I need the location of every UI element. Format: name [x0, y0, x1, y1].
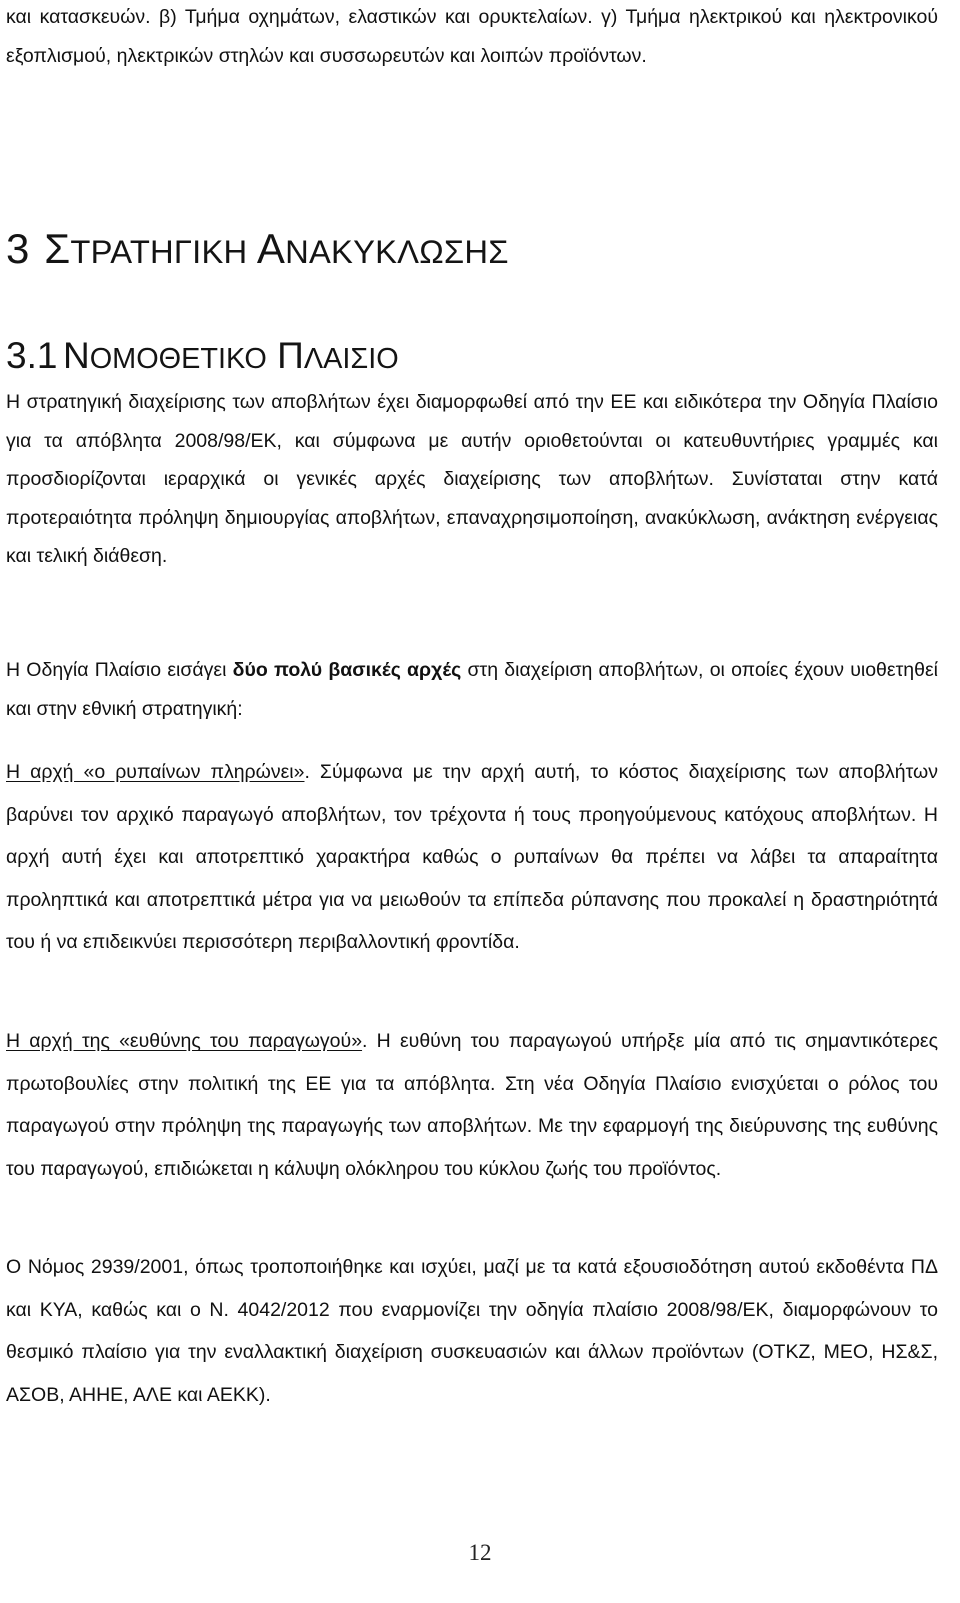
section-number: 3 — [6, 225, 30, 272]
subsection-heading: 3.1 ΝΟΜΟΘΕΤΙΚΟ ΠΛΑΙΣΙΟ — [6, 335, 399, 376]
paragraph-producer-responsibility: Η αρχή της «ευθύνης του παραγωγού». Η ευθύνη του παραγωγού υπήρξε μία από τις σημαντικότερες πρωτοβουλίες στην πολιτική της ΕΕ για τα απόβλητα. Στη νέα Οδηγία Πλαίσιο ενισχύεται ο ρόλος του παραγωγού στην πρόληψη της παραγωγής των αποβλήτων. Με την εφαρμογή της διεύρυνσης της ευθύνης του παραγωγού, επιδιώκεται η κάλυψη ολόκληρου του κύκλου ζωής του προϊόντος. — [6, 1030, 938, 1180]
paragraph-directive-principles: Η Οδηγία Πλαίσιο εισάγει δύο πολύ βασικές αρχές στη διαχείριση αποβλήτων, οι οποίες έχουν υιοθετηθεί και στην εθνική στρατηγική: — [6, 659, 938, 720]
paragraph-law-2939: Ο Νόμος 2939/2001, όπως τροποποιήθηκε και ισχύει, μαζί με τα κατά εξουσιοδότηση αυτού εκδοθέντα ΠΔ και ΚΥΑ, καθώς και ο Ν. 4042/2012 που εναρμονίζει την οδηγία πλαίσιο 2008/98/ΕΚ, διαμορφώνουν το θεσμικό πλαίσιο για την εναλλακτική διαχείριση συσκευασιών και άλλων προϊόντων (ΟΤΚΖ, ΜΕΟ, ΗΣ&Σ, ΑΣΟΒ, ΑΗΗΕ, ΑΛΕ και ΑΕΚΚ). — [6, 1256, 938, 1406]
paragraph-waste-strategy: Η στρατηγική διαχείρισης των αποβλήτων έχει διαμορφωθεί από την ΕΕ και ειδικότερα την Οδηγία Πλαίσιο για τα απόβλητα 2008/98/ΕΚ, και σύμφωνα με αυτήν οριοθετούνται οι κατευθυντήριες γραμμές και προσδιορίζονται ιεραρχικά οι γενικές αρχές διαχείρισης των αποβλήτων. Συνίσταται στην κατά προτεραιότητα πρόληψη δημιουργίας αποβλήτων, επαναχρησιμοποίηση, ανακύκλωση, ανάκτηση ενέργειας και τελική διάθεση. — [6, 391, 938, 567]
document-page — [6, 0, 938, 1603]
intro-paragraph: και κατασκευών. β) Τμήμα οχημάτων, ελαστικών και ορυκτελαίων. γ) Τμήμα ηλεκτρικού και ηλεκτρονικού εξοπλισμού, ηλεκτρικών στηλών και συσσωρευτών και λοιπών προϊόντων. — [6, 6, 938, 67]
paragraph-polluter-pays: Η αρχή «ο ρυπαίνων πληρώνει». Σύμφωνα με την αρχή αυτή, το κόστος διαχείρισης των αποβλήτων βαρύνει τον αρχικό παραγωγό αποβλήτων, τον τρέχοντα ή τους προηγούμενους κατόχους αποβλήτων. Η αρχή αυτή έχει και αποτρεπτικό χαρακτήρα καθώς ο ρυπαίνων θα πρέπει να λάβει τα απαραίτητα προληπτικά και αποτρεπτικά μέτρα για να μειωθούν τα επίπεδα ρύπανσης που προκαλεί η δραστηριότητά του ή να επιδεικνύει περισσότερη περιβαλλοντική φροντίδα. — [6, 761, 938, 953]
section-heading: 3 ΣΤΡΑΤΗΓΙΚΗ ΑΝΑΚΥΚΛΩΣΗΣ — [6, 225, 509, 272]
principle-producer-responsibility: Η αρχή της «ευθύνης του παραγωγού» — [6, 1030, 363, 1052]
bold-emphasis: δύο πολύ βασικές αρχές — [232, 659, 462, 681]
subsection-number: 3.1 — [6, 335, 58, 376]
page-number: 12 — [468, 1540, 492, 1565]
principle-polluter-pays: Η αρχή «ο ρυπαίνων πληρώνει» — [6, 761, 305, 783]
